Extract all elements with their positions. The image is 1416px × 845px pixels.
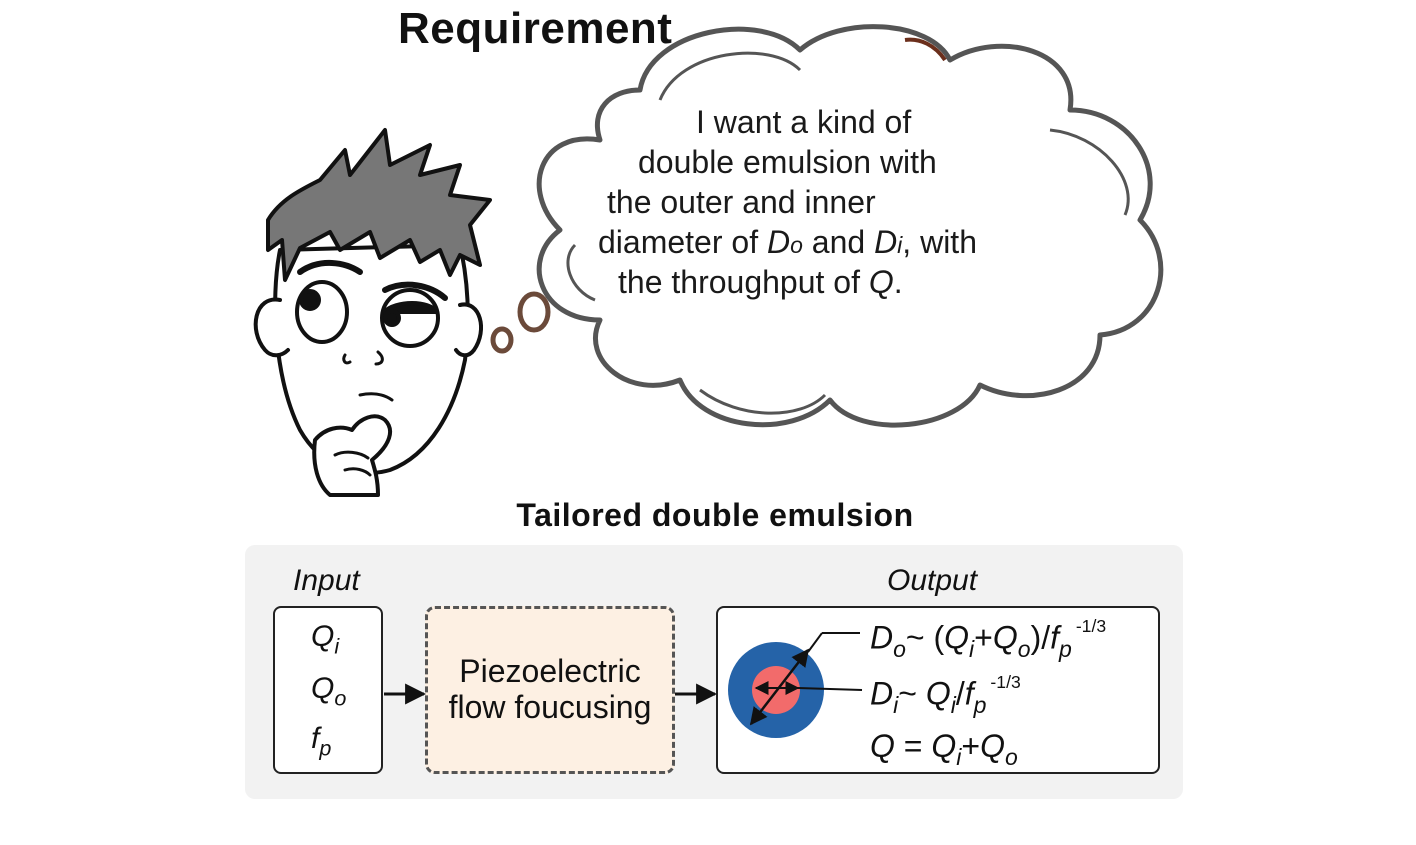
eq1-f: f [1050,619,1059,656]
eq2-D-sub: i [893,691,899,718]
eq1-exponent: -1/3 [1075,616,1107,636]
eq2-Q-sub: i [950,691,956,718]
thought-line-5-text: the throughput of [618,264,869,300]
eq3-Qo-sub: o [1004,744,1018,771]
inner-diameter-symbol: D [874,224,898,260]
process-line-1: Piezoelectric [459,653,641,689]
eq1-D-sub: o [893,635,906,662]
process-line-2: flow foucusing [448,689,652,725]
eq1-Qo-sub: o [1017,635,1031,662]
eq1-tilde: ~ ( [905,619,945,656]
input-fp-symbol: f [311,722,320,755]
eq2-slash: / [955,675,965,712]
thought-and: and [802,224,875,260]
eq2-tilde: ~ [898,675,926,712]
input-qo-symbol: Q [311,672,335,705]
thought-period: . [893,264,903,300]
eq1-f-sub: p [1059,635,1072,662]
eq1-Qi: Q [944,619,970,656]
eq2-D: D [870,675,894,712]
eq2-exponent: -1/3 [990,672,1021,692]
eq1-plus: + [974,619,993,656]
input-fp-subscript: p [319,735,332,761]
eq1-Qi-sub: i [969,635,975,662]
outer-diameter-leader [808,633,822,652]
eq3-Qo: Q [980,728,1005,764]
outer-diameter-subscript: o [790,232,803,258]
requirement-title: Requirement [398,4,673,53]
equation-throughput [870,728,1018,771]
eq3-Q: Q [870,728,895,764]
input-qi-symbol: Q [311,620,335,653]
eq2-f-sub: p [973,691,987,718]
outer-diameter-symbol: D [766,224,791,260]
equation-inner-diameter [870,672,1021,719]
throughput-symbol: Q [868,264,894,300]
thought-line-2: double emulsion with [638,144,937,180]
input-label: Input [293,564,360,597]
eq1-Qo: Q [992,619,1018,656]
equation-outer-diameter [870,616,1106,663]
eq3-plus: + [961,728,981,764]
inner-diameter-subscript: i [897,232,903,258]
eq3-equals: = [894,728,932,764]
eq2-f: f [964,675,974,712]
eq1-D: D [870,619,894,656]
input-qi-subscript: i [334,633,340,659]
eq3-Qi: Q [931,728,957,764]
thought-with: , with [902,224,977,260]
output-label: Output [887,564,978,597]
thought-line-1: I want a kind of [696,104,912,140]
thought-line-3: the outer and inner [607,184,876,220]
input-qo-subscript: o [334,685,347,711]
eq2-Q: Q [925,675,951,712]
eq1-close: )/ [1030,619,1051,656]
eq3-Qi-sub: i [956,744,962,771]
section-title: Tailored double emulsion [516,497,914,533]
thought-line-4-text: diameter of [598,224,767,260]
